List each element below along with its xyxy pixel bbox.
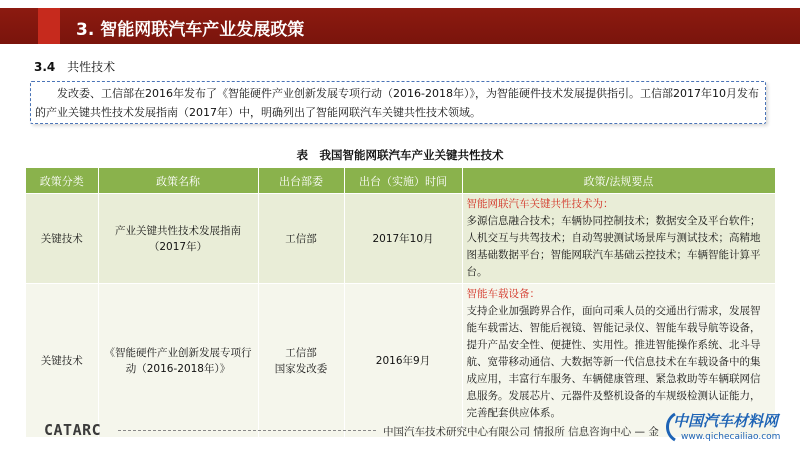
section-title: 共性技术	[67, 60, 116, 74]
detail-text: 多源信息融合技术；车辆协同控制技术；数据安全及平台软件；人机交互与共驾技术；自动驾驶测试场景库与测试技术；高精地图基础数据平台；智能网联汽车基础云控技术；车辆智能计算平台。	[466, 215, 761, 278]
cell-detail	[462, 194, 775, 284]
footer-text: 中国汽车技术研究中心有限公司 情报所 信息咨询中心 — 金	[383, 426, 659, 438]
table-caption: 表 我国智能网联汽车产业关键共性技术	[296, 148, 504, 162]
cell-policy-name: 《智能硬件产业创新发展专项行动（2016-2018年）》	[98, 284, 258, 438]
column-header: 政策名称	[98, 168, 258, 194]
watermark-logo	[663, 410, 797, 448]
table-row	[26, 194, 775, 284]
cell-ministry: 工信部 国家发改委	[258, 284, 344, 438]
cell-category: 关键技术	[26, 284, 98, 438]
section-number: 3.4	[34, 60, 56, 74]
watermark-title: 中国汽车材料网	[673, 412, 779, 430]
page-title: 3. 智能网联汽车产业发展政策	[76, 20, 305, 40]
column-header: 出台（实施）时间	[344, 168, 462, 194]
detail-text: 支持企业加强跨界合作，面向司乘人员的交通出行需求，发展智能车载雷达、智能后视镜、智能记录仪、智能车载导航等设备，提升产品安全性、便捷性、实用性。推进智能操作系统、北斗导航、宽带移动通信、大数据等新一代信息技术在车载设备中的集成应用，丰富行车服务、车辆健康管理、紧急救助等车辆联网信息服务。发展芯片、元器件及整机设备的车规级检测认证能力，完善配套供应体系。	[466, 305, 761, 419]
cell-policy-name: 产业关键共性技术发展指南（2017年）	[98, 194, 258, 284]
section-heading	[34, 58, 115, 75]
intro-box: 发改委、工信部在2016年发布了《智能硬件产业创新发展专项行动（2016-2018年）》，为智能硬件技术发展提供指引。工信部2017年10月发布的产业关键共性技术发展指南（2017年）中，明确列出了智能网联汽车关键共性技术领域。	[30, 81, 766, 124]
detail-highlight: 智能网联汽车关键共性技术为：	[466, 198, 614, 210]
cell-ministry: 工信部	[258, 194, 344, 284]
table-header-row	[26, 168, 775, 194]
watermark-url: www.qichecailiao.com	[681, 432, 781, 442]
policy-table	[26, 168, 779, 437]
title-accent-block	[38, 8, 60, 44]
title-bar	[0, 8, 800, 44]
column-header: 政策/法规要点	[462, 168, 775, 194]
cell-category: 关键技术	[26, 194, 98, 284]
catarc-logo: CATARC	[44, 421, 102, 439]
cell-date: 2016年9月	[344, 284, 462, 438]
cell-date: 2017年10月	[344, 194, 462, 284]
column-header: 政策分类	[26, 168, 98, 194]
detail-highlight: 智能车载设备：	[466, 288, 540, 300]
column-header: 出台部委	[258, 168, 344, 194]
footer-divider	[118, 430, 376, 431]
